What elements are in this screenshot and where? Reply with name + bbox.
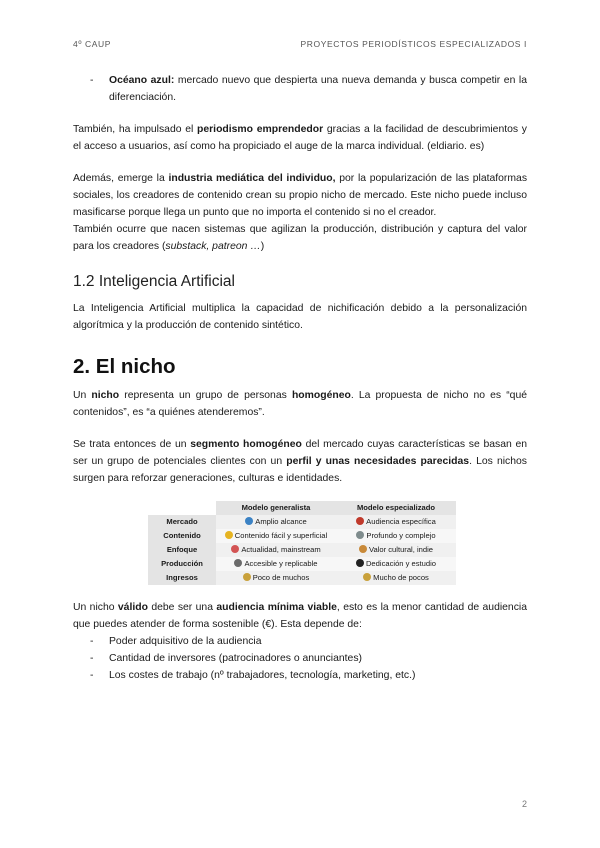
page-content [73,72,527,684]
text-run: debe ser una [147,602,217,613]
table-corner [148,501,216,515]
text-run: del mercado cuyas características se basan en ser un grupo de potenciales clientes con un [73,439,528,467]
list-item-oceano-azul [73,72,527,106]
bullet-body: mercado nuevo que despierta una nueva demanda y busca competir en la diferenciación. [109,75,527,103]
text-run: . Los nichos surgen para reforzar generaciones, culturas e identidades. [73,456,528,484]
text-run: , esto es la menor cantidad de audiencia que puedes atender de forma sostenible (€). Esta depende de: [73,602,527,630]
magnifier-icon [356,531,364,539]
bullet-dash: - [90,75,94,86]
row-header: Ingresos [148,571,216,585]
comparison-table-wrapper [73,501,527,585]
table-row [148,515,456,529]
cell-text: Profundo y complejo [366,531,436,540]
section-heading-ia: 1.2 Inteligencia Artificial [73,273,235,290]
row-header: Producción [148,557,216,571]
paragraph-sistemas-creadores [73,221,527,255]
factors-list [73,633,527,684]
table-row [148,529,456,543]
table-header-row [148,501,456,515]
table-cell [336,571,456,585]
cell-text: Accesible y replicable [244,559,318,568]
row-header: Mercado [148,515,216,529]
row-header: Enfoque [148,543,216,557]
text-run: También ocurre que nacen sistemas que agilizan la producción, distribución y captura del valor para los creadores ( [73,224,527,252]
cell-text: Actualidad, mainstream [241,545,321,554]
bold-term: homogéneo [291,390,351,401]
cell-text: Mucho de pocos [373,573,429,582]
text-run: Un nicho [73,602,118,613]
target-icon [356,517,364,525]
list-item [73,667,527,684]
section-heading-nicho: 2. El nicho [73,355,176,378]
list-item-text: Los costes de trabajo (nº trabajadores, tecnología, marketing, etc.) [109,670,416,681]
cell-text: Amplio alcance [255,517,307,526]
list-item-text: Cantidad de inversores (patrocinadores o anunciantes) [109,653,362,664]
table-cell [336,543,456,557]
text-run: representa un grupo de personas [119,390,292,401]
bold-term: perfil y unas necesidades parecidas [286,456,470,467]
table-row [148,543,456,557]
palette-icon [359,545,367,553]
paragraph-periodismo-emprendedor [73,121,527,155]
cell-text: Poco de muchos [252,573,310,582]
bullet-dash: - [90,636,94,647]
bold-term: segmento homogéneo [190,439,302,450]
text-run: ) [260,241,265,252]
table-cell [216,515,336,529]
table-cell [216,543,336,557]
header-subject: PROYECTOS PERIODÍSTICOS ESPECIALIZADOS I [300,39,527,49]
calendar-icon [231,545,239,553]
grad-cap-icon [356,559,364,567]
money-bag-icon [363,573,371,581]
table-cell [336,557,456,571]
table-row [148,557,456,571]
text-run: También, ha impulsado el [73,124,198,135]
bold-term: industria mediática del individuo, [168,173,336,184]
list-item [73,650,527,667]
table-cell [216,571,336,585]
header-course: 4º CAUP [73,39,112,49]
text-run: por la popularización de las plataformas sociales, los creadores de contenido crean su propio nicho de mercado. Este nicho puede incluso masificarse porque llega un punto que no importa el contenido si no el creador. [73,173,528,218]
text-run: gracias a la facilidad de descubrimientos y el acceso a usuarios, así como ha propiciado el auge de la marca individual. (eldiario. es) [73,124,527,152]
paragraph-segmento [73,436,527,487]
list-item-text: Poder adquisitivo de la audiencia [109,636,262,647]
comparison-table [148,501,456,585]
list-item [73,633,527,650]
column-header-especializado: Modelo especializado [336,501,456,515]
table-row [148,571,456,585]
text-run: . La propuesta de nicho no es “qué contenidos”, es “a quiénes atenderemos”. [73,390,528,418]
bold-term: audiencia mínima viable [216,602,337,613]
paragraph-nicho-valido [73,599,527,633]
globe-icon [245,517,253,525]
paragraph-industria-mediatica [73,170,527,221]
row-header: Contenido [148,529,216,543]
table-cell [336,515,456,529]
bullet-dash: - [90,670,94,681]
tools-icon [234,559,242,567]
cell-text: Valor cultural, indie [368,545,434,554]
bullet-dash: - [90,653,94,664]
paragraph-ia: La Inteligencia Artificial multiplica la capacidad de nichificación debido a la personalización algorítmica y la producción de contenido sintético. [73,303,527,331]
table-cell [336,529,456,543]
table-cell [216,529,336,543]
bold-term: Océano azul: [109,75,175,86]
table-cell [216,557,336,571]
column-header-generalista: Modelo generalista [216,501,336,515]
bold-term: válido [117,602,148,613]
bold-term: nicho [91,390,120,401]
italic-term: substack, patreon … [165,241,261,252]
cell-text: Dedicación y estudio [365,559,437,568]
cell-text: Audiencia específica [366,517,436,526]
page-number: 2 [521,799,527,809]
paragraph-definicion-nicho [73,387,527,421]
bold-term: periodismo emprendedor [197,124,324,135]
money-bag-icon [243,573,251,581]
bullet-text [109,72,527,106]
text-run: Además, emerge la [73,173,169,184]
cell-text: Contenido fácil y superficial [234,531,328,540]
text-run: Un [73,390,92,401]
thumbs-up-icon [225,531,233,539]
text-run: Se trata entonces de un [73,439,191,450]
